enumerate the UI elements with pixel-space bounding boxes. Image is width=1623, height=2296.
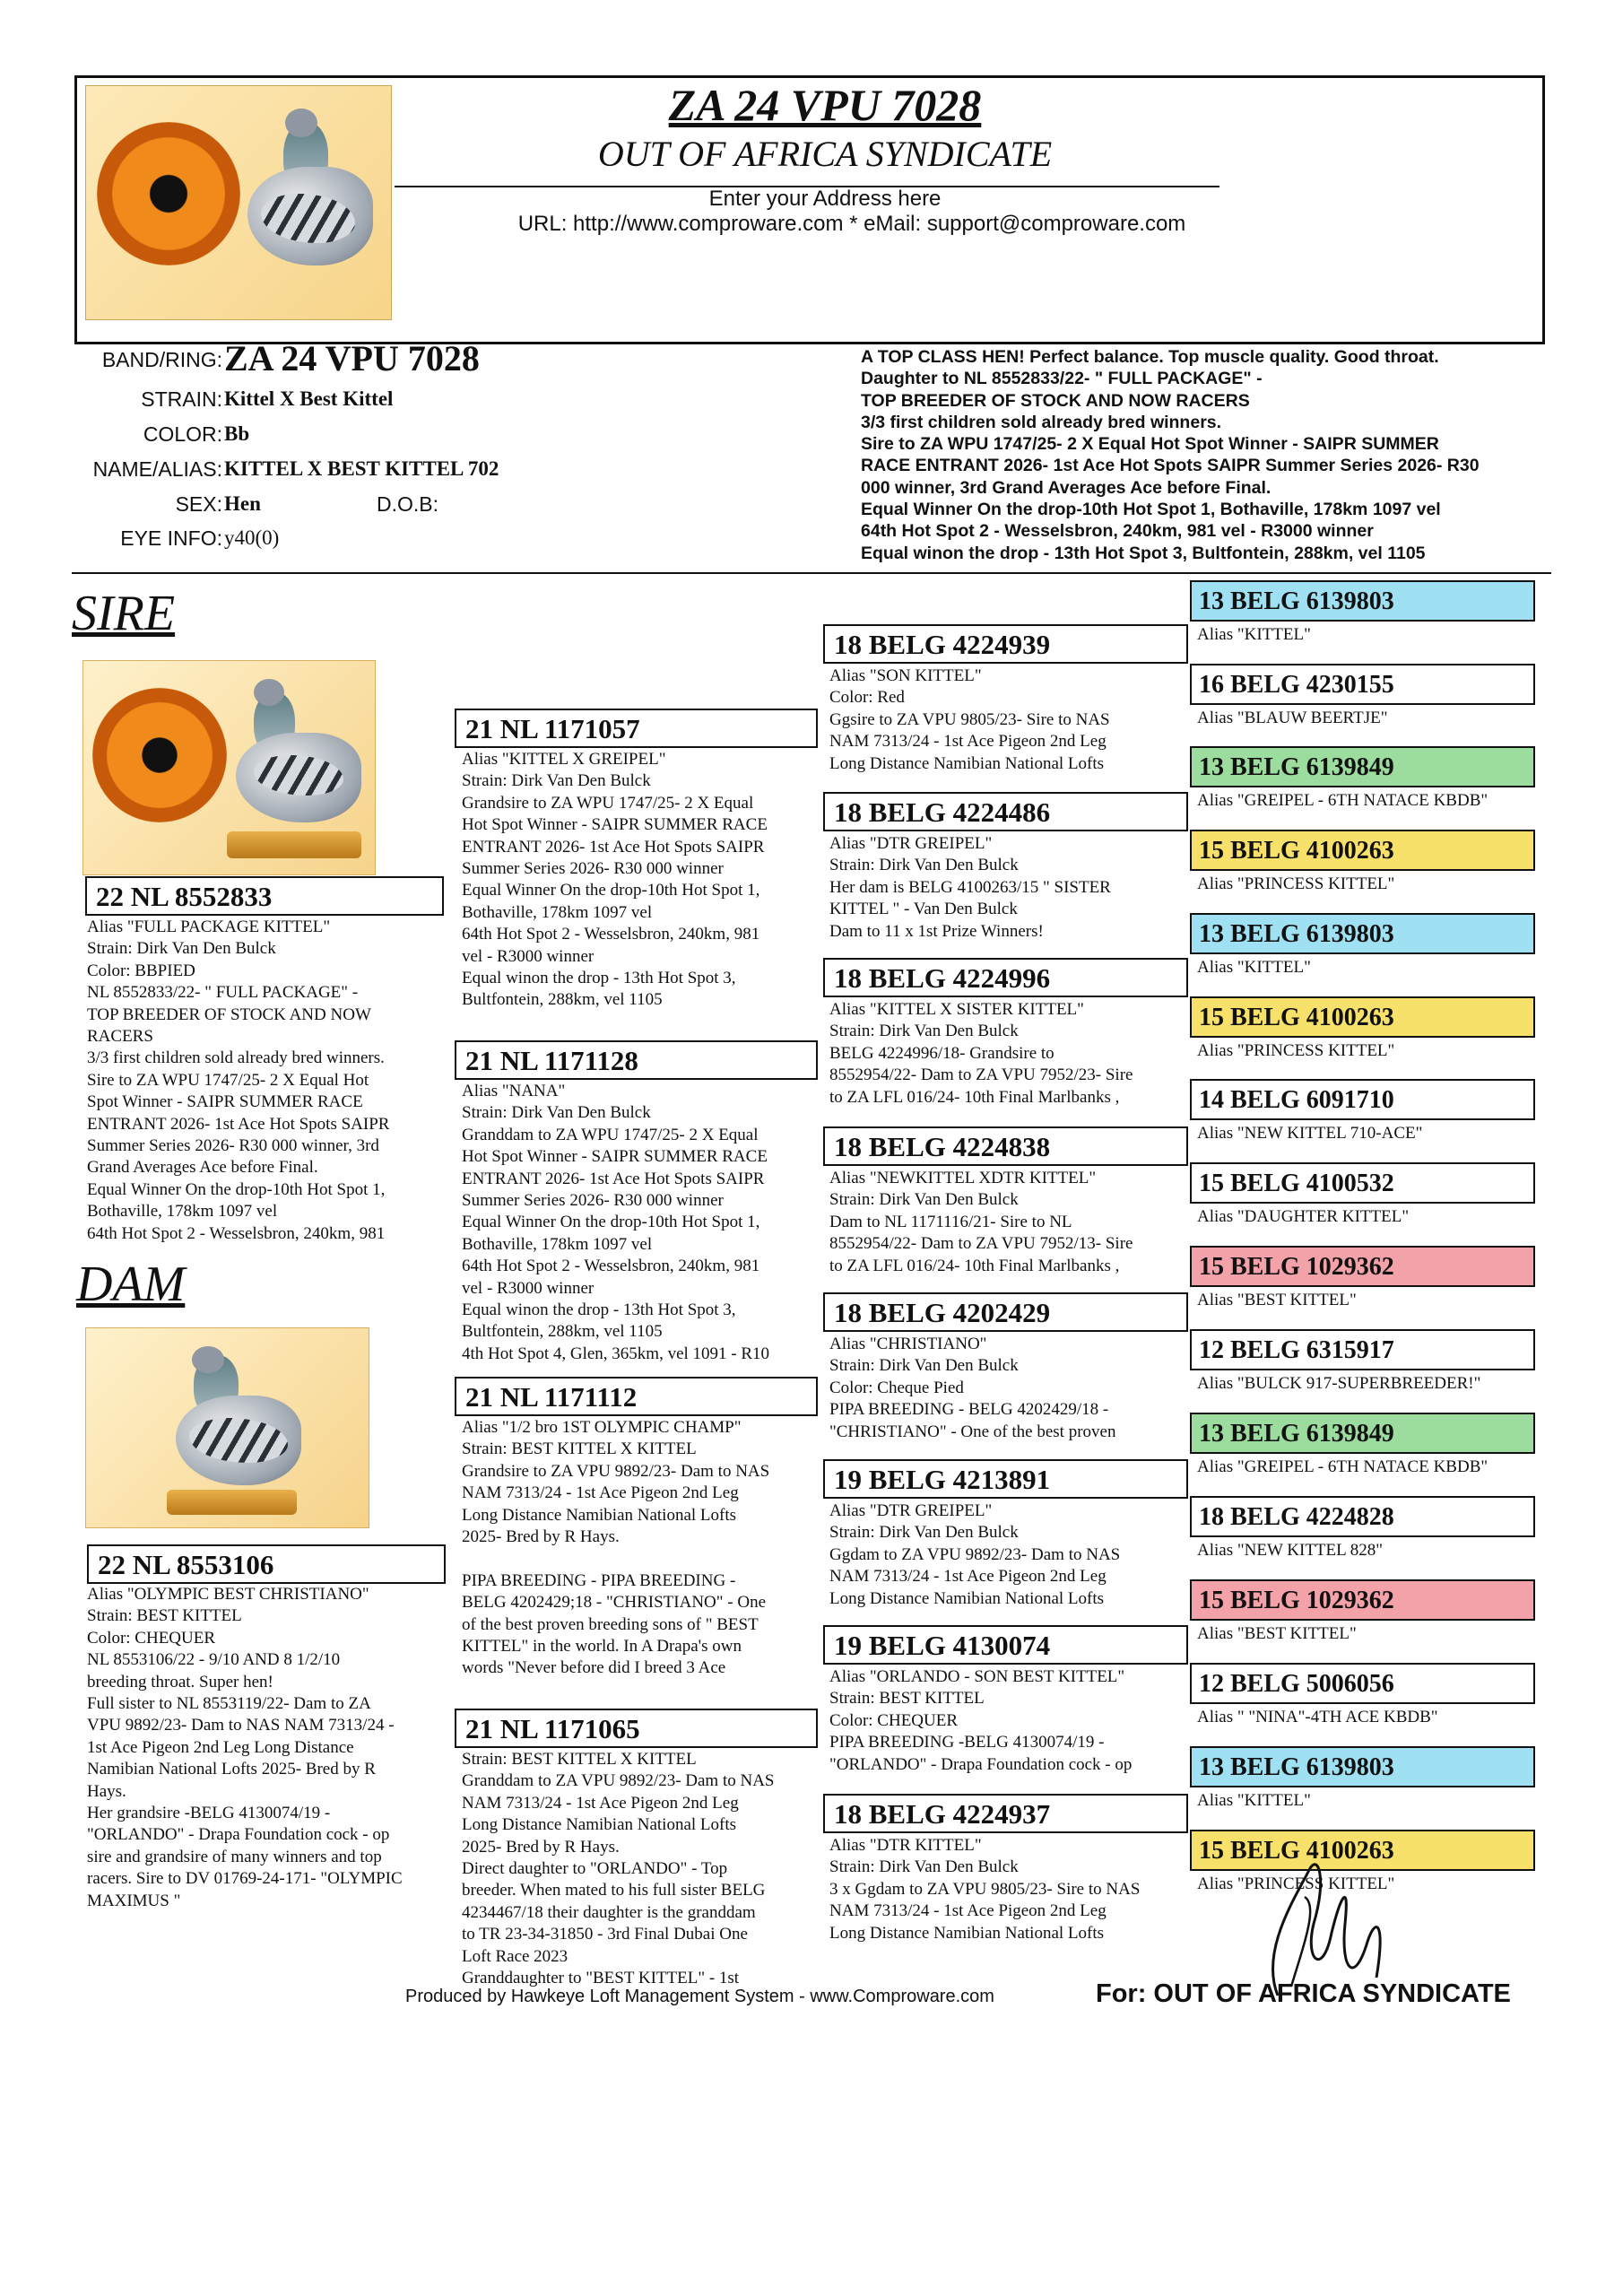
gen4-alias: Alias "KITTEL" [1197,958,1311,977]
great-grandparent-info: Alias "ORLANDO - SON BEST KITTEL" Strain: BEST KITTEL Color: CHEQUER PIPA BREEDING -BELG 4130074/19 - "ORLANDO" - Drapa Foundation cock - op [829,1667,1133,1774]
gen4-ring: 13 BELG 6139803 [1190,913,1535,954]
gen4-ring: 15 BELG 1029362 [1190,1246,1535,1287]
grandparent-info: Strain: BEST KITTEL X KITTEL Granddam to ZA VPU 9892/23- Dam to NAS NAM 7313/24 - 1st Ace Pigeon 2nd Leg Long Distance Namibian National Lofts 2025- Bred by R Hays. Direct daughter to "ORLANDO" - Top breeder. When mated to his full sister BELG 4234467/18 their daughter is the granddam to TR 23-34-31850 - 3rd Final Dubai One Loft Race 2023 Granddaughter to "BEST KITTEL" - 1st [462,1750,775,1988]
great-grandparent-info: Alias "KITTEL X SISTER KITTEL" Strain: Dirk Van Den Bulck BELG 4224996/18- Grandsire to 8552954/22- Dam to ZA VPU 7952/23- Sire to ZA LFL 016/24- 10th Final Marlbanks , [829,1000,1133,1107]
gen4-ring: 16 BELG 4230155 [1190,664,1535,705]
url-line: URL: http://www.comproware.com * eMail: support@comproware.com [517,212,1186,236]
pigeon-image [218,670,370,867]
pigeon-image [149,1342,310,1521]
header-photo [85,85,392,320]
section-divider [72,572,1551,574]
for-line: For: OUT OF AFRICA SYNDICATE [1096,1979,1511,2008]
gen4-ring: 15 BELG 4100263 [1190,996,1535,1038]
great-grandparent-ring: 18 BELG 4224996 [823,958,1188,997]
gen4-alias: Alias "BEST KITTEL" [1197,1291,1357,1309]
gen4-alias: Alias "KITTEL" [1197,625,1311,644]
gen4-alias: Alias "PRINCESS KITTEL" [1197,874,1395,893]
signature-icon [1242,1843,1403,2009]
gen4-alias: Alias "NEW KITTEL 710-ACE" [1197,1124,1423,1143]
description-line: A TOP CLASS HEN! Perfect balance. Top muscle quality. Good throat. [861,347,1439,367]
name-value: KITTEL X BEST KITTEL 702 [224,457,499,480]
dam-heading: DAM [76,1257,186,1312]
great-grandparent-ring: 18 BELG 4224486 [823,792,1188,831]
strain-value: Kittel X Best Kittel [224,387,394,410]
description-line: 000 winner, 3rd Grand Averages Ace before Final. [861,477,1271,498]
gen4-ring: 15 BELG 4100532 [1190,1162,1535,1204]
gen4-ring: 15 BELG 4100263 [1190,1830,1535,1871]
description-line: Sire to ZA WPU 1747/25- 2 X Equal Hot Spot Winner - SAIPR SUMMER [861,434,1439,455]
color-value: Bb [224,422,250,445]
description-line: 64th Hot Spot 2 - Wesselsbron, 240km, 981 vel - R3000 winner [861,521,1374,542]
eye-label: EYE INFO: [120,526,222,550]
grandparent-ring: 21 NL 1171112 [455,1377,818,1416]
gen4-alias: Alias "NEW KITTEL 828" [1197,1541,1384,1560]
eye-image [97,122,240,265]
great-grandparent-ring: 18 BELG 4224939 [823,624,1188,664]
great-grandparent-ring: 19 BELG 4130074 [823,1625,1188,1665]
description-line: 3/3 first children sold already bred winners. [861,412,1222,432]
band-value: ZA 24 VPU 7028 [224,338,480,378]
dam-photo [85,1327,369,1528]
gen4-ring: 15 BELG 1029362 [1190,1579,1535,1621]
great-grandparent-info: Alias "DTR KITTEL" Strain: Dirk Van Den Bulck 3 x Ggdam to ZA VPU 9805/23- Sire to NAS NAM 7313/24 - 1st Ace Pigeon 2nd Leg Long Distance Namibian National Lofts [829,1836,1141,1943]
band-label: BAND/RING: [101,348,222,371]
produced-by: Produced by Hawkeye Loft Management System - www.Comproware.com [405,1987,994,2006]
gen4-ring: 13 BELG 6139849 [1190,1413,1535,1454]
gen4-ring: 13 BELG 6139849 [1190,746,1535,787]
gen4-alias: Alias "DAUGHTER KITTEL" [1197,1207,1410,1226]
page-subtitle: OUT OF AFRICA SYNDICATE [597,134,1053,174]
great-grandparent-info: Alias "DTR GREIPEL" Strain: Dirk Van Den Bulck Her dam is BELG 4100263/15 " SISTER KITTEL " - Van Den Bulck Dam to 11 x 1st Prize Winners! [829,834,1111,941]
gen4-ring: 14 BELG 6091710 [1190,1079,1535,1120]
dob-label: D.O.B: [377,492,439,516]
description-line: Daughter to NL 8552833/22- " FULL PACKAGE" - [861,369,1263,389]
gen4-ring: 13 BELG 6139803 [1190,580,1535,622]
name-label: NAME/ALIAS: [92,457,222,481]
grandparent-ring: 21 NL 1171128 [455,1040,818,1080]
great-grandparent-info: Alias "SON KITTEL" Color: Red Ggsire to ZA VPU 9805/23- Sire to NAS NAM 7313/24 - 1st Ace Pigeon 2nd Leg Long Distance Namibian National Lofts [829,666,1110,773]
gen4-ring: 12 BELG 5006056 [1190,1663,1535,1704]
sire-heading: SIRE [72,586,176,641]
address-line: Enter your Address here [708,187,942,211]
gen4-alias: Alias "GREIPEL - 6TH NATACE KBDB" [1197,791,1488,810]
gen4-alias: Alias "BEST KITTEL" [1197,1624,1357,1643]
eye-image [92,688,227,822]
color-label: COLOR: [143,422,222,446]
grandparent-info: Alias "KITTEL X GREIPEL" Strain: Dirk Van Den Bulck Grandsire to ZA WPU 1747/25- 2 X Equal Hot Spot Winner - SAIPR SUMMER RACE ENTRANT 2026- 1st Ace Hot Spots SAIPR Summer Series 2026- R30 000 winner Equal Winner On the drop-10th Hot Spot 1, Bothaville, 178km 1097 vel 64th Hot Spot 2 - Wesselsbron, 240km, 981 vel - R3000 winner Equal winon the drop - 13th Hot Spot 3, Bultfontein, 288km, vel 1105 [462,750,768,1010]
gen4-alias: Alias "PRINCESS KITTEL" [1197,1041,1395,1060]
great-grandparent-ring: 18 BELG 4224937 [823,1794,1188,1833]
page-title: ZA 24 VPU 7028 [668,80,982,130]
grandparent-ring: 21 NL 1171065 [455,1709,818,1748]
description-line: Equal Winner On the drop-10th Hot Spot 1, Bothaville, 178km 1097 vel [861,500,1441,520]
gen4-ring: 18 BELG 4224828 [1190,1496,1535,1537]
description-line: Equal winon the drop - 13th Hot Spot 3, Bultfontein, 288km, vel 1105 [861,543,1426,563]
great-grandparent-info: Alias "NEWKITTEL XDTR KITTEL" Strain: Dirk Van Den Bulck Dam to NL 1171116/21- Sire to NL 8552954/22- Dam to ZA VPU 7952/13- Sire to ZA LFL 016/24- 10th Final Marlbanks , [829,1169,1133,1275]
sex-value: Hen [224,492,261,515]
gen4-alias: Alias " "NINA"-4TH ACE KBDB" [1197,1708,1438,1726]
gen4-alias: Alias "PRINCESS KITTEL" [1197,1874,1395,1893]
gen4-alias: Alias "GREIPEL - 6TH NATACE KBDB" [1197,1457,1488,1476]
grandparent-info: Alias "1/2 bro 1ST OLYMPIC CHAMP" Strain: BEST KITTEL X KITTEL Grandsire to ZA VPU 9892/23- Dam to NAS NAM 7313/24 - 1st Ace Pigeon 2nd Leg Long Distance Namibian National Lofts 2025- Bred by R Hays. PIPA BREEDING - PIPA BREEDING - BELG 4202429;18 - "CHRISTIANO" - One of the best proven breeding sons of " BEST KITTEL" in the world. In A Drapa's own words "Never before did I breed 3 Ace [462,1418,770,1678]
grandparent-ring: 21 NL 1171057 [455,709,818,748]
strain-label: STRAIN: [141,387,222,411]
dam-info: Alias "OLYMPIC BEST CHRISTIANO" Strain: BEST KITTEL Color: CHEQUER NL 8553106/22 - 9/10 AND 8 1/2/10 breeding throat. Super hen! Full sister to NL 8553119/22- Dam to ZA VPU 9892/23- Dam to NAS NAM 7313/24 - 1st Ace Pigeon 2nd Leg Long Distance Namibian National Lofts 2025- Bred by R Hays. Her grandsire -BELG 4130074/19 - "ORLANDO" - Drapa Foundation cock - op sire and grandsire of many winners and top racers. Sire to DV 01769-24-171- "OLYMPIC MAXIMUS " [87,1585,403,1910]
great-grandparent-info: Alias "CHRISTIANO" Strain: Dirk Van Den Bulck Color: Cheque Pied PIPA BREEDING - BELG 4202429/18 - "CHRISTIANO" - One of the best proven [829,1335,1116,1441]
dam-ring: 22 NL 8553106 [87,1544,446,1584]
gen4-alias: Alias "KITTEL" [1197,1791,1311,1810]
eye-value: y40(0) [224,526,280,549]
sire-photo [82,660,376,875]
sire-ring: 22 NL 8552833 [85,876,444,916]
description-line: RACE ENTRANT 2026- 1st Ace Hot Spots SAIPR Summer Series 2026- R30 [861,456,1480,476]
great-grandparent-ring: 18 BELG 4224838 [823,1126,1188,1166]
pigeon-image [230,104,382,301]
gen4-ring: 13 BELG 6139803 [1190,1746,1535,1787]
gen4-alias: Alias "BULCK 917-SUPERBREEDER!" [1197,1374,1481,1393]
bird-description [861,346,1542,564]
gen4-ring: 12 BELG 6315917 [1190,1329,1535,1370]
gen4-alias: Alias "BLAUW BEERTJE" [1197,709,1388,727]
sex-label: SEX: [175,492,222,516]
sire-info: Alias "FULL PACKAGE KITTEL" Strain: Dirk Van Den Bulck Color: BBPIED NL 8552833/22- " FULL PACKAGE" - TOP BREEDER OF STOCK AND NOW RACERS 3/3 first children sold already bred winners. Sire to ZA WPU 1747/25- 2 X Equal Hot Spot Winner - SAIPR SUMMER RACE ENTRANT 2026- 1st Ace Hot Spots SAIPR Summer Series 2026- R30 000 winner, 3rd Grand Averages Ace before Final. Equal Winner On the drop-10th Hot Spot 1, Bothaville, 178km 1097 vel 64th Hot Spot 2 - Wesselsbron, 240km, 981 [87,918,390,1243]
great-grandparent-ring: 18 BELG 4202429 [823,1292,1188,1332]
great-grandparent-info: Alias "DTR GREIPEL" Strain: Dirk Van Den Bulck Ggdam to ZA VPU 9892/23- Dam to NAS NAM 7313/24 - 1st Ace Pigeon 2nd Leg Long Distance Namibian National Lofts [829,1501,1121,1608]
great-grandparent-ring: 19 BELG 4213891 [823,1459,1188,1499]
grandparent-info: Alias "NANA" Strain: Dirk Van Den Bulck Granddam to ZA WPU 1747/25- 2 X Equal Hot Spot Winner - SAIPR SUMMER RACE ENTRANT 2026- 1st Ace Hot Spots SAIPR Summer Series 2026- R30 000 winner Equal Winner On the drop-10th Hot Spot 1, Bothaville, 178km 1097 vel 64th Hot Spot 2 - Wesselsbron, 240km, 981 vel - R3000 winner Equal winon the drop - 13th Hot Spot 3, Bultfontein, 288km, vel 1105 4th Hot Spot 4, Glen, 365km, vel 1091 - R10 [462,1082,770,1363]
description-line: TOP BREEDER OF STOCK AND NOW RACERS [861,390,1250,411]
gen4-ring: 15 BELG 4100263 [1190,830,1535,871]
